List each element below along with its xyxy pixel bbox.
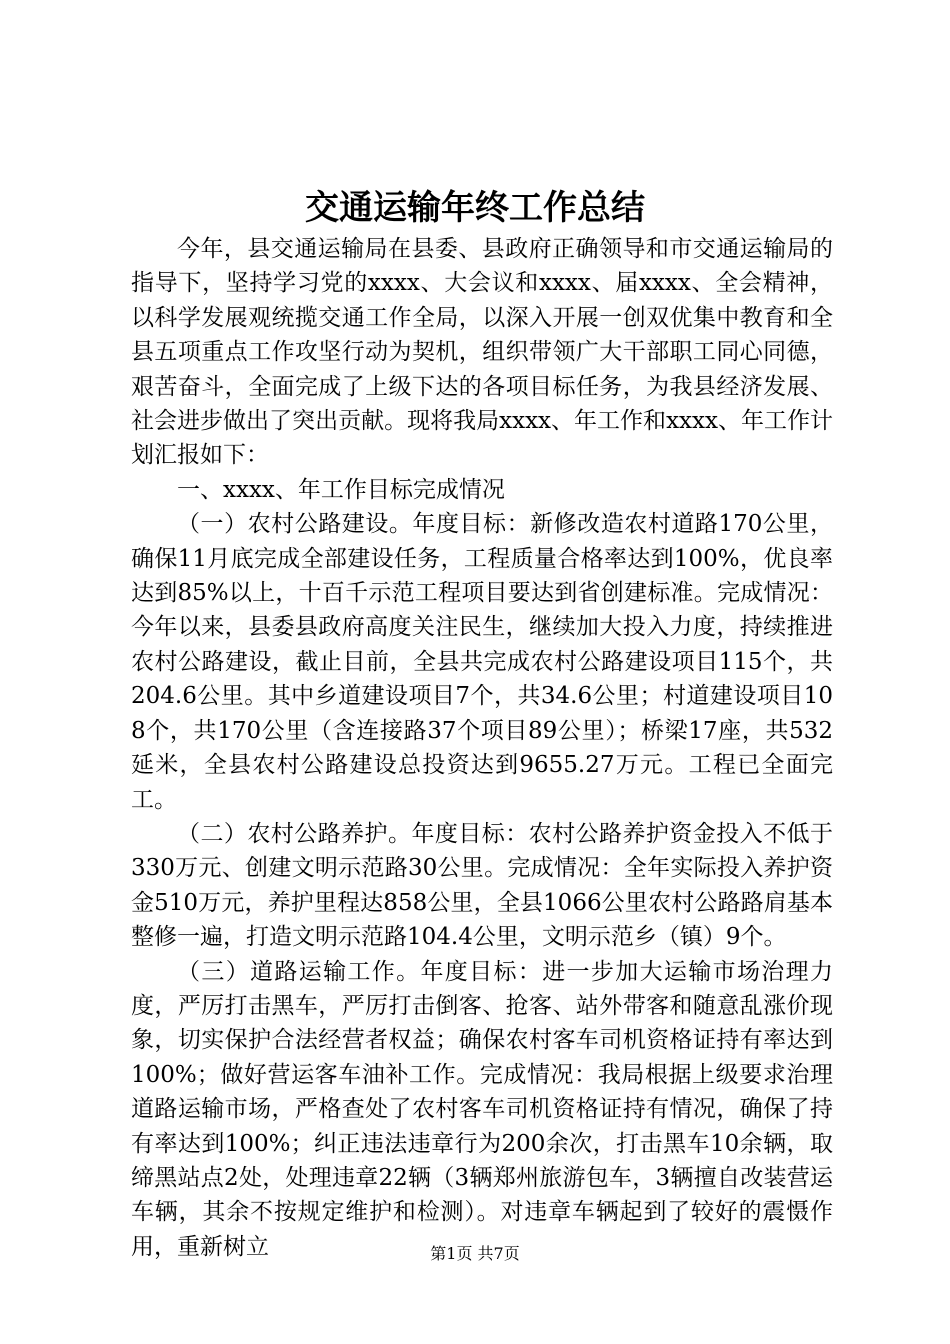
paragraph-road-transport: （三）道路运输工作。年度目标：进一步加大运输市场治理力度，严厉打击黑车，严厉打击倒客、抢客、站外带客和随意乱涨价现象，切实保护合法经营者权益；确保农村客车司机资格证持有率达到100%；做好营运客车油补工作。完成情况：我局根据上级要求治理道路运输市场，严格查处了农村客车司机资格证持有情况，确保了持有率达到100%；纠正违法违章行为200余次，打击黑车10余辆，取缔黑站点2处，处理违章22辆（3辆郑州旅游包车，3辆擅自改装营运车辆，其余不按规定维护和检测）。对违章车辆起到了较好的震慑作用，重新树立 [131,958,833,1260]
intro-paragraph: 今年，县交通运输局在县委、县政府正确领导和市交通运输局的指导下，坚持学习党的xxxx、大会议和xxxx、届xxxx、全会精神，以科学发展观统揽交通工作全局，以深入开展一创双优集中教育和全县五项重点工作攻坚行动为契机，组织带领广大干部职工同心同德，艰苦奋斗，全面完成了上级下达的各项目标任务，为我县经济发展、社会进步做出了突出贡献。现将我局xxxx、年工作和xxxx、年工作计划汇报如下： [131,236,833,469]
document-body [131,232,833,1264]
section-heading: 一、xxxx、年工作目标完成情况 [177,476,505,503]
document-title: 交通运输年终工作总结 [305,188,645,228]
paragraph-rural-road-maintenance: （二）农村公路养护。年度目标：农村公路养护资金投入不低于330万元、创建文明示范路30公里。完成情况：全年实际投入养护资金510万元，养护里程达858公里，全县1066公里农村公路路肩基本整修一遍，打造文明示范路104.4公里，文明示范乡（镇）9个。 [131,820,833,951]
paragraph-rural-road-construction: （一）农村公路建设。年度目标：新修改造农村道路170公里，确保11月底完成全部建设任务，工程质量合格率达到100%，优良率达到85%以上，十百千示范工程项目要达到省创建标准。完成情况：今年以来，县委县政府高度关注民生，继续加大投入力度，持续推进农村公路建设，截止目前，全县共完成农村公路建设项目115个，共204.6公里。其中乡道建设项目7个，共34.6公里；村道建设项目108个，共170公里（含连接路37个项目89公里）；桥梁17座，共532延米，全县农村公路建设总投资达到9655.27万元。工程已全面完工。 [131,511,833,813]
page-number-footer: 第1页 共7页 [430,1244,520,1263]
